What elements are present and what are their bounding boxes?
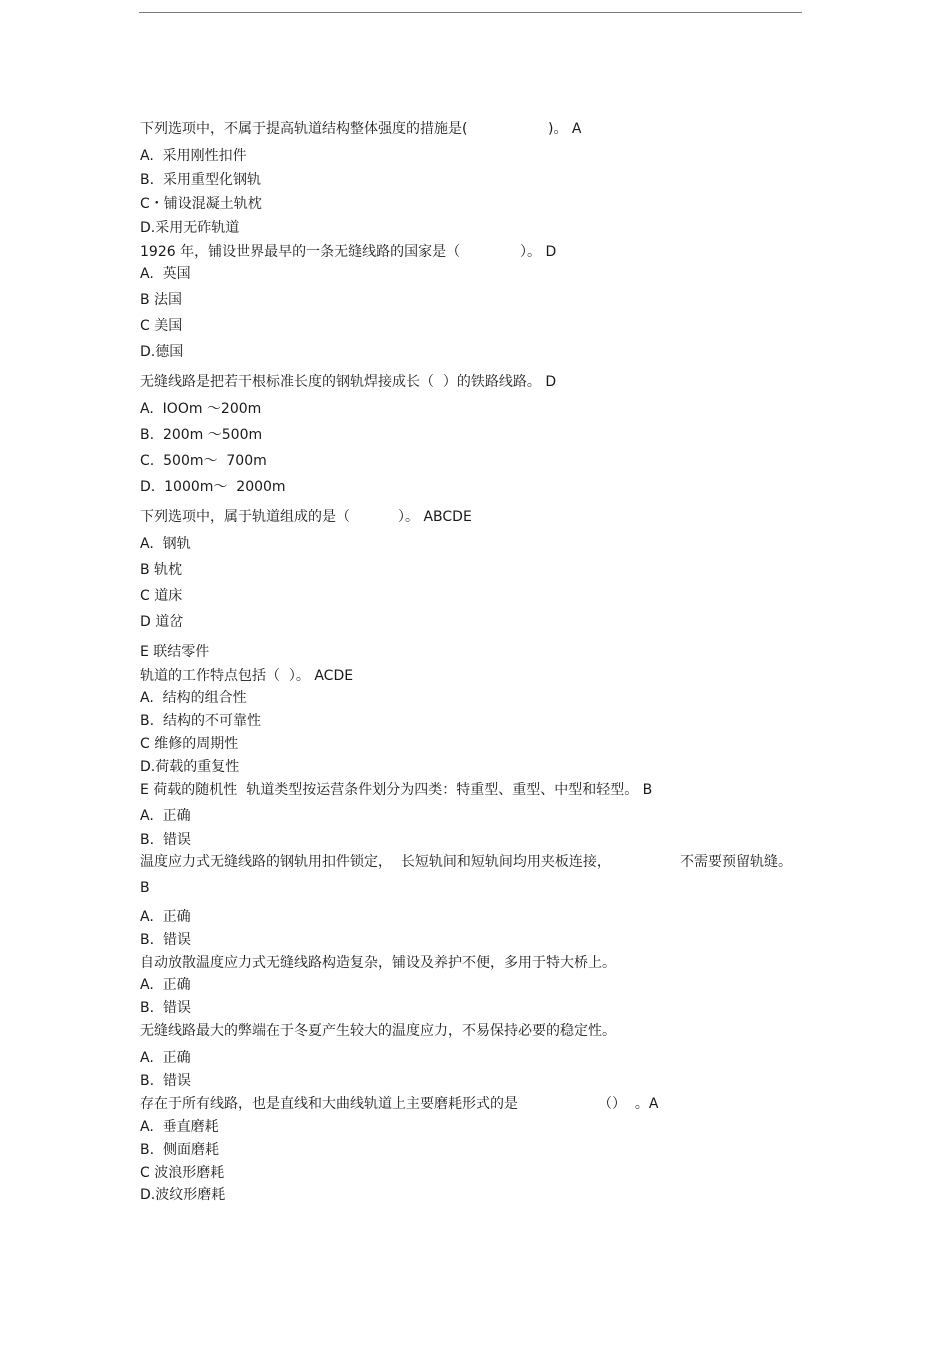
text-line bbox=[140, 832, 191, 848]
line-answer-fragment: ）。 D bbox=[520, 244, 557, 260]
text-line bbox=[140, 713, 261, 729]
line-answer-fragment: ）。 ABCDE bbox=[398, 509, 472, 525]
text-line bbox=[140, 977, 191, 993]
text-line bbox=[140, 1119, 219, 1135]
text-line bbox=[140, 509, 472, 525]
line-text: C. 500m～ 700m bbox=[140, 453, 267, 469]
line-text: A. 结构的组合性 bbox=[140, 690, 247, 706]
line-text: D.荷载的重复性 bbox=[140, 759, 240, 775]
text-line bbox=[140, 562, 182, 578]
line-text: 自动放散温度应力式无缝线路构造复杂，铺设及养护不便，多用于特大桥上。 bbox=[140, 955, 616, 971]
text-line bbox=[140, 148, 247, 164]
line-answer-fragment: （） 。A bbox=[598, 1096, 659, 1112]
line-text: A. 正确 bbox=[140, 909, 191, 925]
line-text: B. 采用重型化钢轨 bbox=[140, 172, 261, 188]
text-line bbox=[140, 172, 261, 188]
text-line bbox=[140, 1073, 191, 1089]
line-text: D.德国 bbox=[140, 344, 184, 360]
text-line bbox=[140, 1096, 659, 1112]
text-line bbox=[140, 1050, 191, 1066]
text-line bbox=[140, 427, 262, 443]
text-line bbox=[140, 759, 239, 775]
line-text: B 法国 bbox=[140, 292, 183, 308]
text-line bbox=[140, 588, 182, 604]
line-text: 无缝线路是把若干根标准长度的钢轨焊接成长（ ）的铁路线路。 D bbox=[140, 374, 557, 390]
line-text: B. 错误 bbox=[140, 1000, 191, 1016]
line-text: 1926 年，铺设世界最早的一条无缝线路的国家是（ bbox=[140, 244, 461, 260]
line-text: A. IOOm ～200m bbox=[140, 401, 262, 417]
line-text: 下列选项中，属于轨道组成的是（ bbox=[140, 509, 350, 525]
text-line bbox=[140, 1023, 616, 1039]
line-text: B. 结构的不可靠性 bbox=[140, 713, 261, 729]
line-text: B 轨枕 bbox=[140, 562, 183, 578]
line-text: 轨道的工作特点包括（ ）。 ACDE bbox=[140, 668, 354, 684]
line-text: C 道床 bbox=[140, 588, 183, 604]
text-line bbox=[140, 880, 150, 896]
text-line bbox=[140, 266, 191, 282]
line-text: B. 错误 bbox=[140, 932, 191, 948]
line-text: A. 正确 bbox=[140, 808, 191, 824]
line-text: B. 侧面磨耗 bbox=[140, 1142, 219, 1158]
line-text: A. 采用刚性扣件 bbox=[140, 148, 247, 164]
line-text: 无缝线路最大的弊端在于冬夏产生较大的温度应力，不易保持必要的稳定性。 bbox=[140, 1023, 616, 1039]
line-text: A. 正确 bbox=[140, 1050, 191, 1066]
line-text: C・铺设混凝土轨枕 bbox=[140, 196, 262, 212]
line-text: C 波浪形磨耗 bbox=[140, 1165, 225, 1181]
line-text: B. 错误 bbox=[140, 1073, 191, 1089]
line-text: D.波纹形磨耗 bbox=[140, 1187, 226, 1203]
header-rule bbox=[139, 12, 802, 13]
line-text: B bbox=[140, 880, 150, 896]
line-text: 温度应力式无缝线路的钢轨用扣件锁定， 长短轨间和短轨间均用夹板连接， bbox=[140, 854, 611, 870]
line-text: B. 200m ～500m bbox=[140, 427, 263, 443]
text-line bbox=[140, 220, 239, 236]
text-line bbox=[140, 1000, 191, 1016]
text-line bbox=[140, 955, 616, 971]
text-line bbox=[140, 374, 556, 390]
line-text: B. 错误 bbox=[140, 832, 191, 848]
text-line bbox=[140, 318, 182, 334]
text-line bbox=[140, 614, 183, 630]
text-line bbox=[140, 1165, 224, 1181]
text-line bbox=[140, 244, 557, 260]
line-text: 下列选项中，不属于提高轨道结构整体强度的措施是( bbox=[140, 121, 468, 137]
text-line bbox=[140, 453, 267, 469]
text-line bbox=[140, 196, 262, 212]
text-line bbox=[140, 644, 209, 660]
line-text: D.采用无砟轨道 bbox=[140, 220, 240, 236]
line-text: D 道岔 bbox=[140, 614, 184, 630]
text-line bbox=[140, 736, 238, 752]
line-text: E 荷载的随机性 轨道类型按运营条件划分为四类：特重型、重型、中型和轻型。 B bbox=[140, 782, 653, 798]
text-line bbox=[140, 1187, 225, 1203]
text-line bbox=[140, 401, 261, 417]
line-text: C 维修的周期性 bbox=[140, 736, 239, 752]
text-line bbox=[140, 782, 652, 798]
text-line bbox=[140, 854, 792, 870]
text-line bbox=[140, 536, 191, 552]
line-text: C 美国 bbox=[140, 318, 183, 334]
line-text: A. 垂直磨耗 bbox=[140, 1119, 219, 1135]
text-line bbox=[140, 690, 247, 706]
text-line bbox=[140, 909, 191, 925]
line-text: 存在于所有线路，也是直线和大曲线轨道上主要磨耗形式的是 bbox=[140, 1096, 518, 1112]
line-answer-fragment: 不需要预留轨缝。 bbox=[680, 854, 792, 870]
line-text: E 联结零件 bbox=[140, 644, 210, 660]
text-line bbox=[140, 808, 191, 824]
line-answer-fragment: )。 A bbox=[548, 121, 582, 137]
line-text: A. 钢轨 bbox=[140, 536, 191, 552]
text-line bbox=[140, 932, 191, 948]
text-line bbox=[140, 292, 182, 308]
text-line bbox=[140, 1142, 219, 1158]
text-line bbox=[140, 479, 286, 495]
text-line bbox=[140, 121, 582, 137]
text-line bbox=[140, 668, 353, 684]
line-text: D. 1000m～ 2000m bbox=[140, 479, 286, 495]
line-text: A. 正确 bbox=[140, 977, 191, 993]
text-line bbox=[140, 344, 183, 360]
line-text: A. 英国 bbox=[140, 266, 191, 282]
